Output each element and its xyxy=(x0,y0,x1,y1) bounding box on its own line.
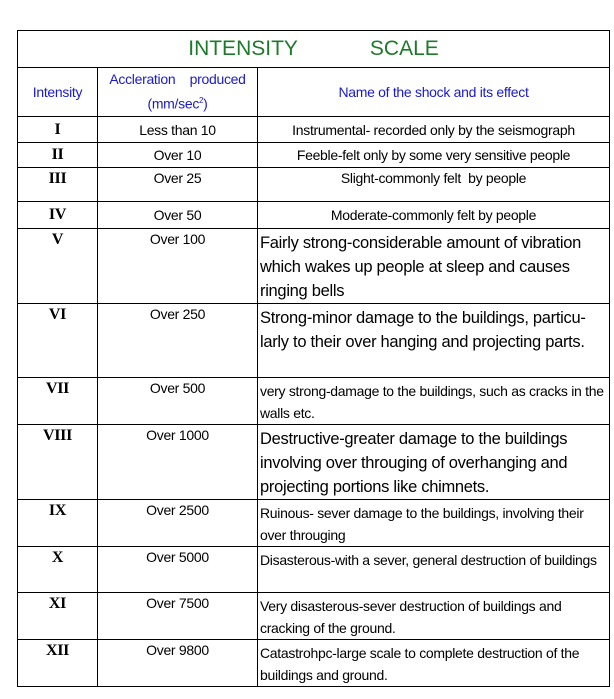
acceleration-cell: Over 10 xyxy=(98,143,258,168)
effect-cell: Disasterous-with a sever, general destruction of buildings xyxy=(258,547,610,593)
acceleration-cell: Over 1000 xyxy=(98,425,258,500)
intensity-cell: XI xyxy=(18,593,98,640)
effect-cell: Moderate-commonly felt by people xyxy=(258,202,610,229)
acceleration-cell: Over 50 xyxy=(98,202,258,229)
effect-cell: Strong-minor damage to the buildings, particu- larly to their over hanging and projecting parts. xyxy=(258,304,610,378)
header-row xyxy=(18,68,610,117)
effect-cell: Catastrohpc-large scale to complete destruction of the buildings and ground. xyxy=(258,640,610,687)
table-title xyxy=(18,31,610,68)
title-word-scale: SCALE xyxy=(369,37,439,60)
effect-cell: Very disasterous-sever destruction of buildings and cracking of the ground. xyxy=(258,593,610,640)
intensity-scale-table xyxy=(17,30,610,687)
table-row xyxy=(18,425,610,500)
acceleration-cell: Over 9800 xyxy=(98,640,258,687)
effect-cell: Feeble-felt only by some very sensitive people xyxy=(258,143,610,168)
table-row xyxy=(18,547,610,593)
effect-cell: Ruinous- sever damage to the buildings, involving their over througing xyxy=(258,500,610,547)
effect-cell: Destructive-greater damage to the buildings involving over througing of overhanging and projecting portions like chimnets. xyxy=(258,425,610,500)
header-acceleration-sup: 2 xyxy=(199,96,204,106)
header-acceleration xyxy=(98,68,258,117)
acceleration-cell: Over 5000 xyxy=(98,547,258,593)
effect-cell: Slight-commonly felt by people xyxy=(258,168,610,202)
title-word-intensity: INTENSITY xyxy=(188,37,298,60)
intensity-cell: I xyxy=(18,117,98,143)
acceleration-cell: Over 7500 xyxy=(98,593,258,640)
intensity-cell: II xyxy=(18,143,98,168)
table-row xyxy=(18,593,610,640)
header-effect: Name of the shock and its effect xyxy=(258,68,610,117)
intensity-cell: III xyxy=(18,168,98,202)
table-row xyxy=(18,168,610,202)
acceleration-cell: Over 2500 xyxy=(98,500,258,547)
table-row xyxy=(18,117,610,143)
intensity-cell: V xyxy=(18,229,98,304)
intensity-cell: XII xyxy=(18,640,98,687)
table-row xyxy=(18,640,610,687)
title-row xyxy=(18,31,610,68)
header-acceleration-label: Accleration produced xyxy=(109,71,246,88)
effect-cell: Instrumental- recorded only by the seismograph xyxy=(258,117,610,143)
header-intensity: Intensity xyxy=(18,68,98,117)
acceleration-cell: Less than 10 xyxy=(98,117,258,143)
table-row xyxy=(18,143,610,168)
intensity-cell: IX xyxy=(18,500,98,547)
table-row xyxy=(18,202,610,229)
acceleration-cell: Over 250 xyxy=(98,304,258,378)
effect-cell: Fairly strong-considerable amount of vibration which wakes up people at sleep and causes ringing bells xyxy=(258,229,610,304)
acceleration-cell: Over 100 xyxy=(98,229,258,304)
table-row xyxy=(18,304,610,378)
effect-cell: very strong-damage to the buildings, such as cracks in the walls etc. xyxy=(258,378,610,425)
acceleration-cell: Over 500 xyxy=(98,378,258,425)
header-acceleration-unit: (mm/sec xyxy=(147,95,200,112)
header-acceleration-close: ) xyxy=(203,95,208,112)
intensity-cell: VI xyxy=(18,304,98,378)
intensity-cell: IV xyxy=(18,202,98,229)
table-row xyxy=(18,378,610,425)
intensity-cell: VIII xyxy=(18,425,98,500)
table-row xyxy=(18,500,610,547)
intensity-cell: VII xyxy=(18,378,98,425)
acceleration-cell: Over 25 xyxy=(98,168,258,202)
intensity-cell: X xyxy=(18,547,98,593)
table-row xyxy=(18,229,610,304)
